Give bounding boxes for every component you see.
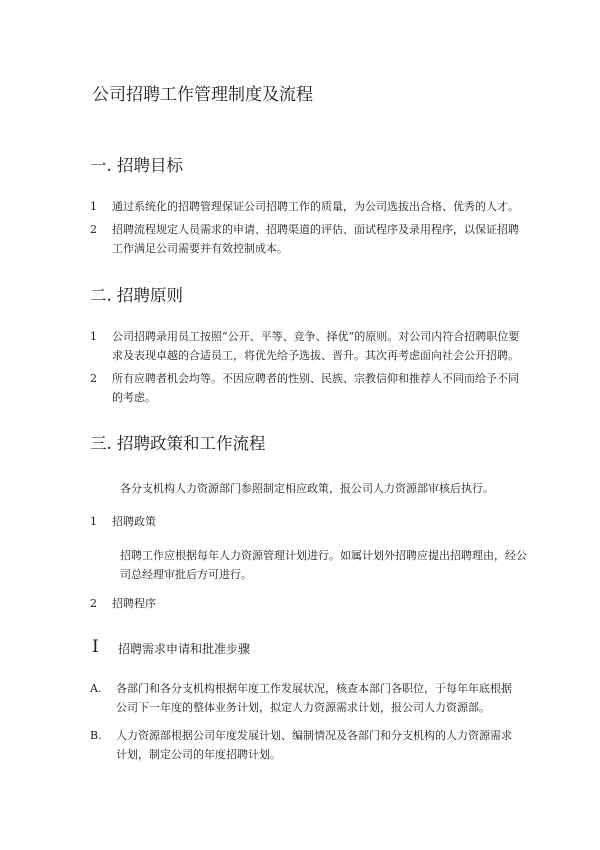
list-item (90, 512, 530, 531)
list-item-text: 公司招聘录用员工按照“公开、平等、竞争、择优”的原则。对公司内符合招聘职位要求及表现卓越的合适员工，将优先给予选拔、晋升。其次再考虑面向社会公开招聘。 (112, 330, 520, 362)
list-item-number: 1 (90, 515, 97, 528)
list-item (90, 327, 530, 365)
list-item-number: 2 (90, 372, 97, 385)
list-item (90, 220, 530, 258)
subsection-numeral: I (92, 637, 99, 657)
document-title: 公司招聘工作管理制度及流程 (92, 85, 313, 105)
section-heading-principles: 二. 招聘原则 (90, 286, 183, 305)
list-item-text: 通过系统化的招聘管理保证公司招聘工作的质量，为公司选拔出合格、优秀的人才。 (112, 200, 519, 213)
list-item-number: 2 (90, 597, 97, 610)
step-text: 人力资源部根据公司年度发展计划、编制情况及各部门和分支机构的人力资源需求计划，制定公司的年度招聘计划。 (116, 729, 512, 761)
step-item (90, 726, 530, 764)
list-item-text: 招聘流程规定人员需求的申请、招聘渠道的评估、面试程序及录用程序，以保证招聘工作满足公司需要并有效控制成本。 (112, 223, 519, 255)
subsection-title: 招聘需求申请和批准步骤 (118, 642, 251, 656)
list-item-text: 招聘政策 (112, 515, 156, 528)
list-item-text: 所有应聘者机会均等。不因应聘者的性别、民族、宗教信仰和推荐人不同而给予不同的考虑。 (112, 372, 519, 404)
section-heading-goals: 一. 招聘目标 (90, 156, 183, 175)
step-item (90, 679, 530, 717)
section-heading-policy-process: 三. 招聘政策和工作流程 (90, 434, 266, 453)
policy-detail: 招聘工作应根据每年人力资源管理计划进行。如属计划外招聘应提出招聘理由，经公司总经理审批后方可进行。 (120, 549, 527, 581)
list-item (90, 369, 530, 407)
list-item-text: 招聘程序 (112, 597, 156, 610)
step-text: 各部门和各分支机构根据年度工作发展状况，核查本部门各职位，于每年年底根据公司下一年度的整体业务计划，拟定人力资源需求计划，报公司人力资源部。 (116, 682, 512, 714)
list-item (90, 197, 530, 216)
step-label: B. (90, 729, 102, 742)
section-intro: 各分支机构人力资源部门参照制定相应政策，报公司人力资源部审核后执行。 (120, 482, 494, 495)
list-item (90, 594, 530, 613)
list-item-number: 1 (90, 330, 97, 343)
list-item-number: 1 (90, 200, 97, 213)
step-label: A. (90, 682, 102, 695)
list-item-number: 2 (90, 223, 97, 236)
